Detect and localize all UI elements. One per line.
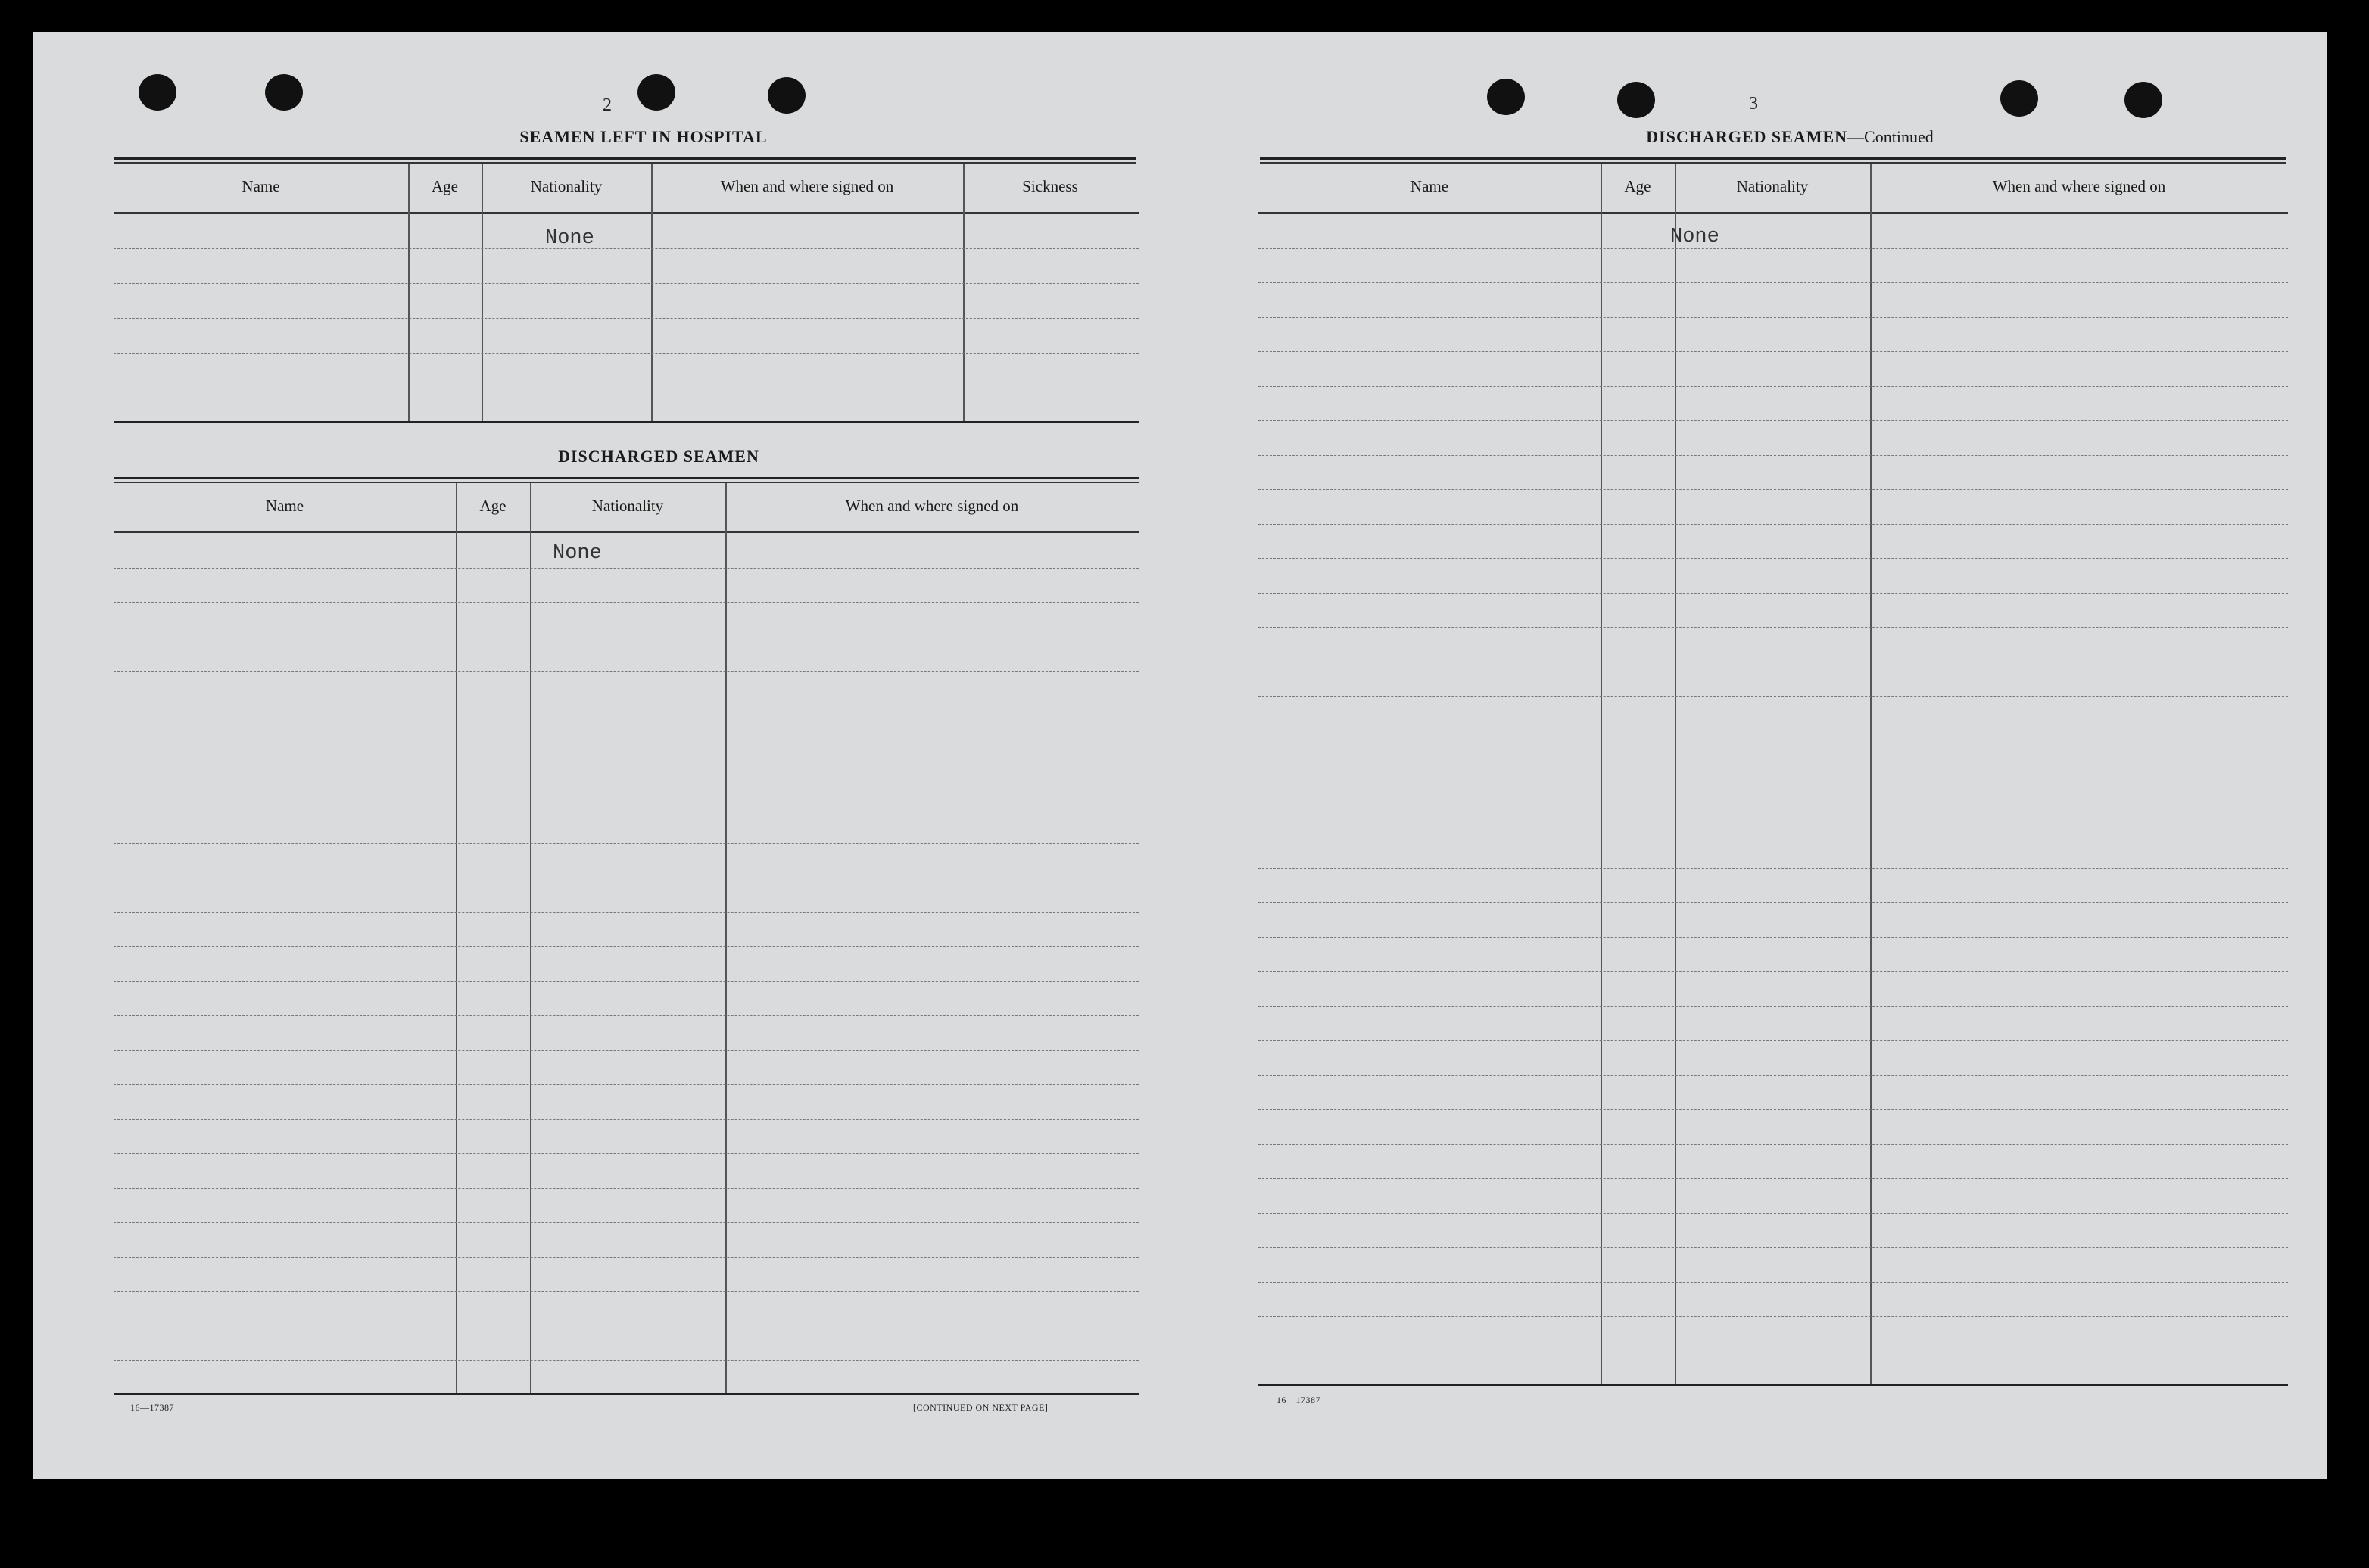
ruled-line	[114, 981, 1139, 982]
ruled-line	[1258, 902, 2288, 903]
ruled-line	[114, 1360, 1139, 1361]
continued-header-nationality: Nationality	[1736, 177, 1809, 195]
discharged-header-age: Age	[479, 497, 507, 515]
discharged-continued-suffix: —Continued	[1847, 127, 1934, 146]
hospital-header-sickness: Sickness	[1022, 177, 1078, 195]
hospital-header-age: Age	[432, 177, 458, 195]
punch-hole	[139, 74, 176, 111]
ruled-line	[114, 1257, 1139, 1258]
ruled-line	[114, 1291, 1139, 1292]
ruled-line	[1258, 317, 2288, 318]
ruled-line	[1258, 1316, 2288, 1317]
ruled-line	[114, 602, 1139, 603]
discharged-entry: None	[553, 542, 602, 565]
ruled-line	[114, 1153, 1139, 1154]
punch-hole	[768, 77, 806, 114]
ruled-line	[1258, 696, 2288, 697]
ruled-line	[1258, 455, 2288, 456]
form-number-right: 16—17387	[1276, 1395, 1320, 1405]
ruled-line	[1258, 1006, 2288, 1007]
continued-header-age: Age	[1624, 177, 1651, 195]
continued-header-signed-on: When and where signed on	[1992, 177, 2166, 195]
hospital-entry: None	[545, 227, 594, 250]
ruled-line	[1258, 1247, 2288, 1248]
ruled-line	[1258, 593, 2288, 594]
ruled-line	[1258, 489, 2288, 490]
ruled-line	[114, 353, 1139, 354]
discharged-continued-title-main: DISCHARGED SEAMEN	[1646, 127, 1848, 146]
ruled-line	[1258, 386, 2288, 387]
ruled-line	[114, 1015, 1139, 1016]
ruled-line	[1258, 558, 2288, 559]
ruled-line	[114, 912, 1139, 913]
ruled-line	[1258, 627, 2288, 628]
ruled-line	[114, 318, 1139, 319]
hospital-section-title: SEAMEN LEFT IN HOSPITAL	[519, 127, 768, 146]
ruled-line	[114, 1119, 1139, 1120]
discharged-continued-entry: None	[1670, 226, 1719, 248]
hospital-header-nationality: Nationality	[530, 177, 603, 195]
punch-hole	[1487, 79, 1525, 115]
ruled-line	[1258, 524, 2288, 525]
punch-hole	[265, 74, 303, 111]
ruled-line	[114, 1084, 1139, 1085]
ruled-line	[1258, 1144, 2288, 1145]
page-number-right: 3	[1749, 94, 1758, 114]
ruled-line	[1258, 1213, 2288, 1214]
ruled-line	[114, 671, 1139, 672]
ruled-line	[1258, 1178, 2288, 1179]
ruled-line	[1258, 351, 2288, 352]
ruled-line	[114, 283, 1139, 284]
ruled-line	[114, 1188, 1139, 1189]
ruled-line	[114, 1222, 1139, 1223]
hospital-header-name: Name	[242, 177, 280, 195]
ruled-line	[1258, 248, 2288, 249]
continued-header-name: Name	[1410, 177, 1449, 195]
ruled-line	[1258, 1109, 2288, 1110]
discharged-header-signed-on: When and where signed on	[845, 497, 1019, 515]
discharged-header-nationality: Nationality	[591, 497, 664, 515]
ruled-line	[114, 1050, 1139, 1051]
page-number-left: 2	[603, 95, 612, 115]
continued-note: [CONTINUED ON NEXT PAGE]	[913, 1402, 1049, 1413]
form-number-left: 16—17387	[130, 1402, 174, 1413]
punch-hole	[2000, 80, 2038, 117]
ruled-line	[1258, 1075, 2288, 1076]
ruled-line	[1258, 868, 2288, 869]
discharged-section-title: DISCHARGED SEAMEN	[558, 447, 759, 466]
discharged-continued-title	[1260, 127, 2320, 147]
discharged-header-name: Name	[265, 497, 304, 515]
ruled-line	[1258, 937, 2288, 938]
ruled-line	[114, 843, 1139, 844]
punch-hole	[1617, 82, 1655, 118]
ruled-line	[1258, 282, 2288, 283]
hospital-header-signed-on: When and where signed on	[720, 177, 894, 195]
ruled-line	[1258, 971, 2288, 972]
ruled-line	[114, 248, 1139, 249]
ruled-line	[114, 946, 1139, 947]
punch-hole	[2124, 82, 2162, 118]
form-sheet	[33, 32, 2327, 1479]
ruled-line	[1258, 1040, 2288, 1041]
ruled-line	[114, 568, 1139, 569]
ruled-line	[1258, 420, 2288, 421]
punch-hole	[637, 74, 675, 111]
ruled-line	[1258, 1282, 2288, 1283]
